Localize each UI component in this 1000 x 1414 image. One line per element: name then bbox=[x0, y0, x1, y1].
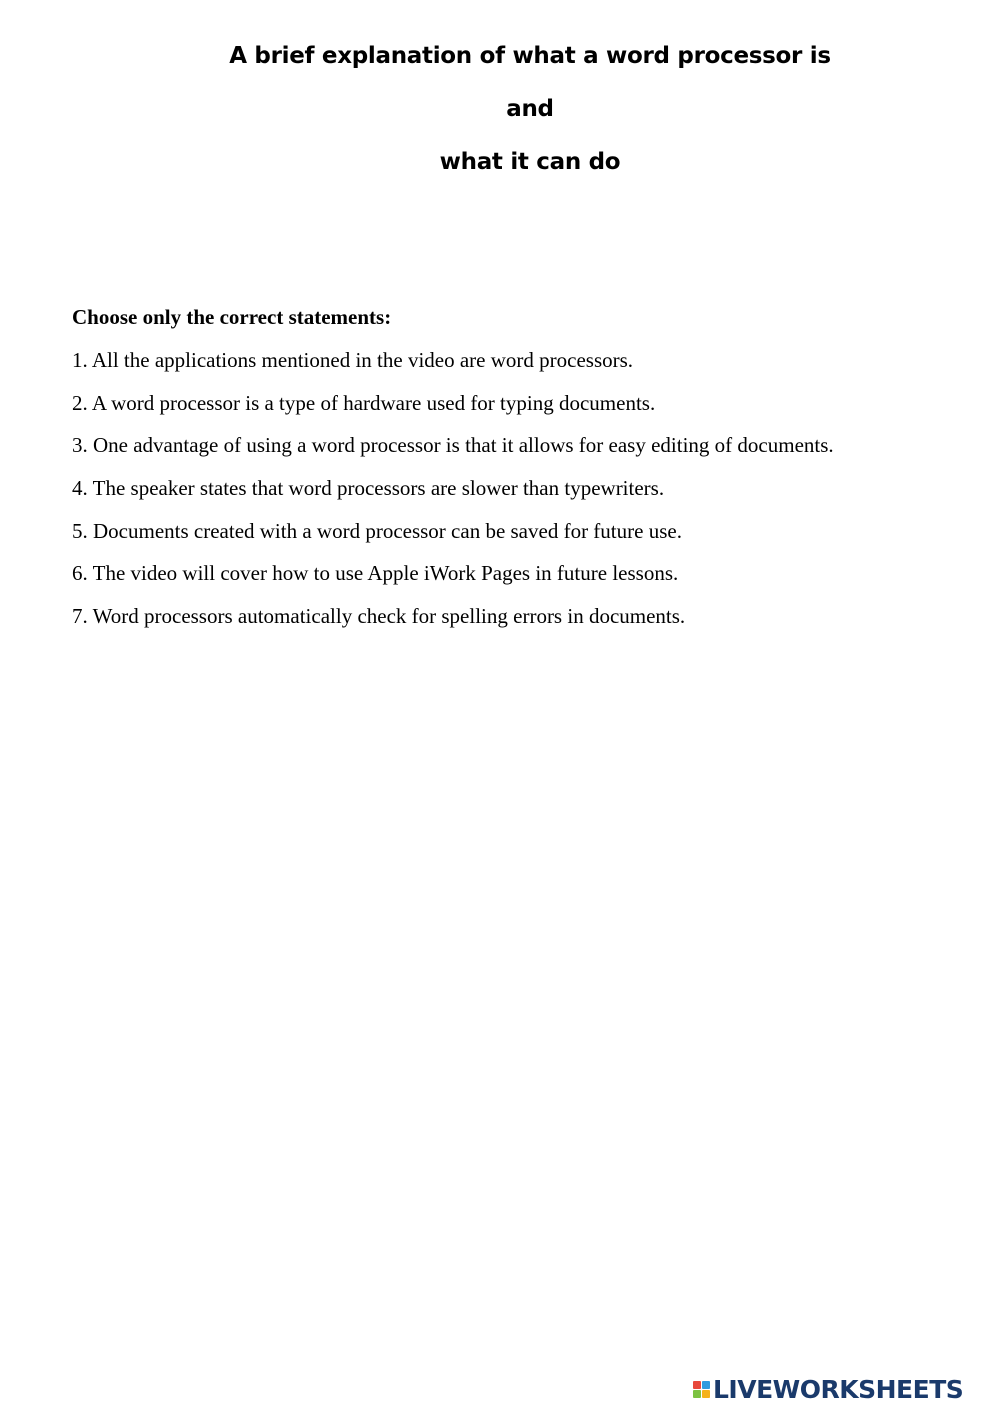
statement-list bbox=[72, 343, 972, 642]
logo-square-green bbox=[693, 1390, 701, 1398]
logo-square-blue bbox=[702, 1381, 710, 1389]
logo-square-yellow bbox=[702, 1390, 710, 1398]
instruction-heading: Choose only the correct statements: bbox=[72, 305, 392, 329]
page-title bbox=[60, 34, 1000, 193]
statement-6[interactable]: 6. The video will cover how to use Apple iWork Pages in future lessons. bbox=[72, 561, 679, 586]
title-line-2: and bbox=[506, 96, 554, 122]
title-line-1: A brief explanation of what a word processor is bbox=[229, 43, 831, 69]
statement-3[interactable]: 3. One advantage of using a word processor is that it allows for easy editing of documents. bbox=[72, 433, 834, 458]
liveworksheets-logo-icon bbox=[693, 1381, 710, 1398]
statement-7[interactable]: 7. Word processors automatically check for spelling errors in documents. bbox=[72, 604, 686, 629]
liveworksheets-logo-text: LIVEWORKSHEETS bbox=[713, 1374, 964, 1404]
liveworksheets-logo bbox=[693, 1372, 963, 1406]
logo-square-red bbox=[693, 1381, 701, 1389]
title-line-3: what it can do bbox=[439, 149, 621, 175]
statement-2[interactable]: 2. A word processor is a type of hardware used for typing documents. bbox=[72, 390, 656, 415]
statements-section bbox=[72, 300, 972, 642]
statement-5[interactable]: 5. Documents created with a word processor can be saved for future use. bbox=[72, 518, 682, 543]
statement-1[interactable]: 1. All the applications mentioned in the video are word processors. bbox=[72, 348, 634, 372]
statement-4[interactable]: 4. The speaker states that word processors are slower than typewriters. bbox=[72, 476, 665, 501]
